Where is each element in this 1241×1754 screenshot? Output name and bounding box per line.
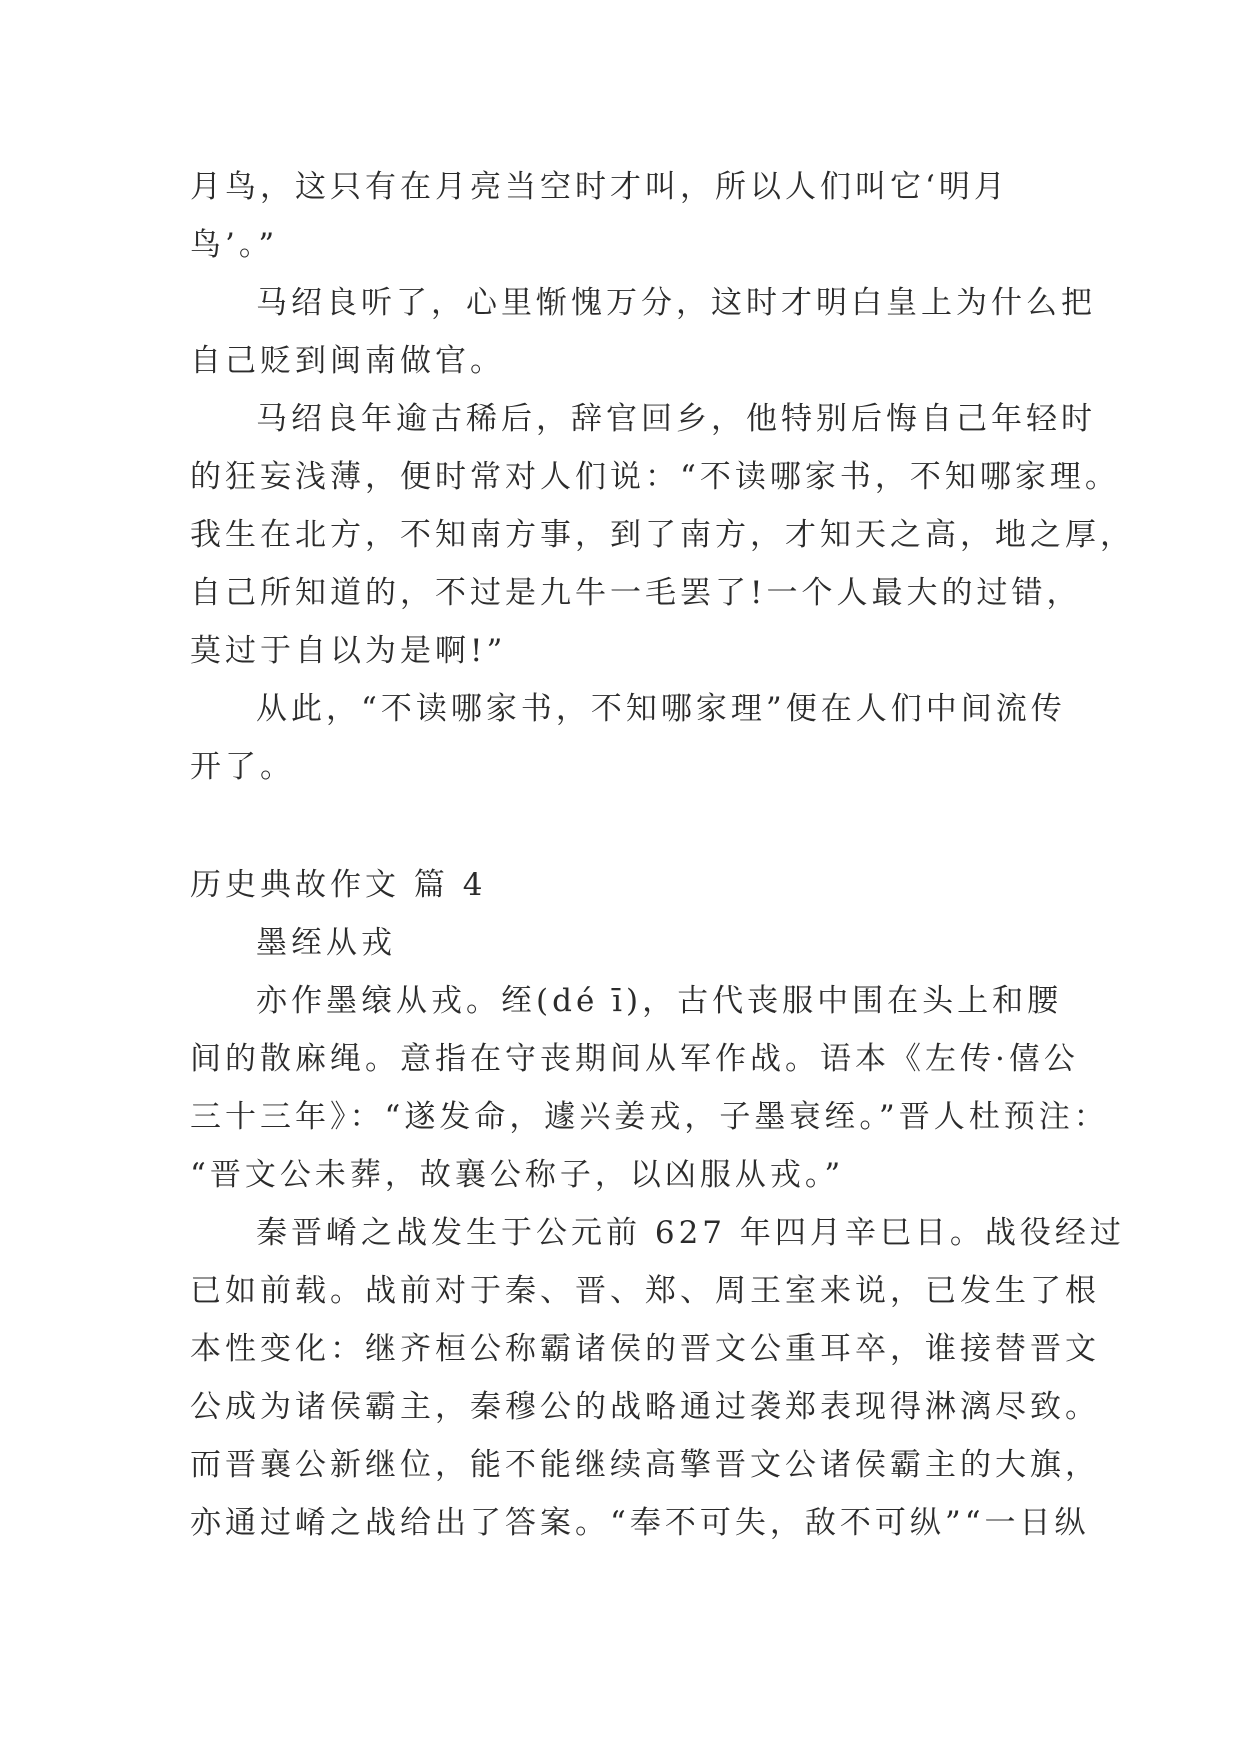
paragraph-line: 开了。: [190, 749, 295, 785]
paragraph-line: 秦晋崤之战发生于公元前 627 年四月辛巳日。战役经过: [256, 1215, 1125, 1251]
paragraph-line: 本性变化：继齐桓公称霸诸侯的晋文公重耳卒，谁接替晋文: [190, 1331, 1100, 1367]
paragraph-line: 亦通过崤之战给出了答案。“奉不可失，敌不可纵”“一日纵: [190, 1505, 1090, 1541]
paragraph-line: 公成为诸侯霸主，秦穆公的战略通过袭郑表现得淋漓尽致。: [190, 1389, 1100, 1425]
paragraph-line: 而晋襄公新继位，能不能继续高擎晋文公诸侯霸主的大旗，: [190, 1447, 1100, 1483]
paragraph-line: 自己所知道的，不过是九牛一毛罢了!一个人最大的过错，: [190, 575, 1082, 611]
paragraph-line: 马绍良听了，心里惭愧万分，这时才明白皇上为什么把: [256, 285, 1096, 321]
story-ending: [190, 158, 1135, 796]
paragraph-line: 我生在北方，不知南方事，到了南方，才知天之高，地之厚，: [190, 517, 1135, 553]
paragraph-line: 已如前载。战前对于秦、晋、郑、周王室来说，已发生了根: [190, 1273, 1100, 1309]
section-heading: 历史典故作文 篇 4: [190, 867, 487, 903]
section-4-body: [190, 914, 1125, 1552]
paragraph-line: 月鸟，这只有在月亮当空时才叫，所以人们叫它‘明月: [190, 169, 1009, 205]
paragraph-line: 三十三年》：“遂发命，遽兴姜戎，子墨衰绖。”晋人杜预注：: [190, 1099, 1109, 1135]
paragraph-line: 马绍良年逾古稀后，辞官回乡，他特别后悔自己年轻时: [256, 401, 1096, 437]
paragraph-line: 亦作墨缞从戎。绖(dé ī)，古代丧服中围在头上和腰: [256, 983, 1063, 1019]
paragraph-line: “晋文公未葬，故襄公称子，以凶服从戎。”: [190, 1157, 845, 1193]
paragraph-line: 莫过于自以为是啊!”: [190, 633, 507, 669]
paragraph-line: 间的散麻绳。意指在守丧期间从军作战。语本《左传·僖公: [190, 1041, 1079, 1077]
paragraph-line: 从此，“不读哪家书，不知哪家理”便在人们中间流传: [256, 691, 1066, 727]
paragraph-line: 自己贬到闽南做官。: [190, 343, 505, 379]
paragraph-line: 鸟’。”: [190, 227, 279, 263]
section-subtitle: 墨绖从戎: [256, 925, 396, 961]
paragraph-line: 的狂妄浅薄，便时常对人们说：“不读哪家书，不知哪家理。: [190, 459, 1120, 495]
